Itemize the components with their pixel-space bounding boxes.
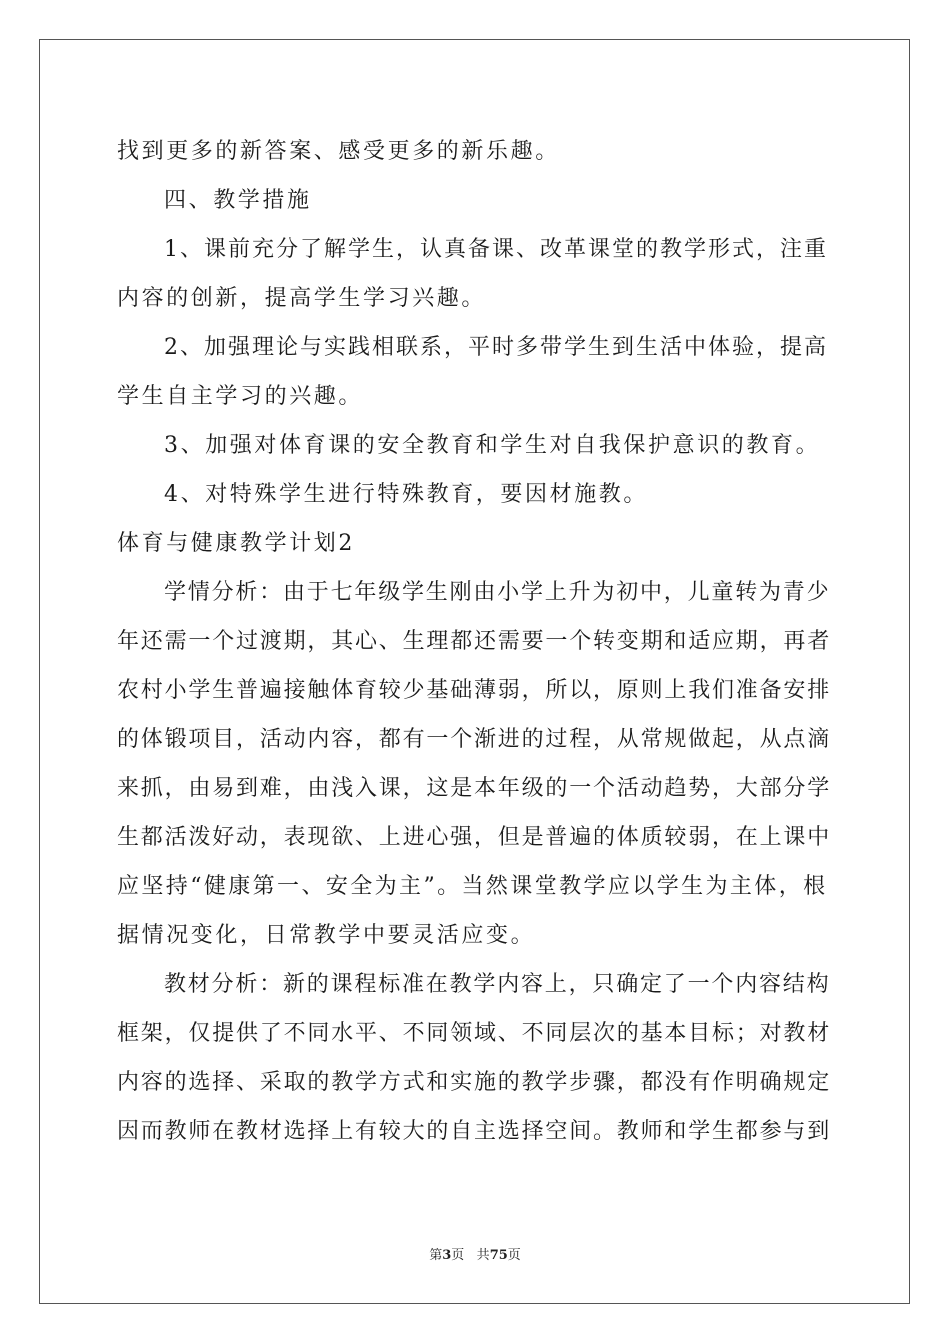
section-title: 体育与健康教学计划2 (117, 531, 355, 556)
document-body (117, 127, 833, 1156)
paragraph-line: 来抓，由易到难，由浅入课，这是本年级的一个活动趋势，大部分学 (117, 776, 832, 801)
paragraph-line: 4、对特殊学生进行特殊教育，要因材施教。 (164, 482, 648, 507)
paragraph-line: 年还需一个过渡期，其心、生理都还需要一个转变期和适应期，再者 (117, 629, 832, 654)
paragraph-line: 的体锻项目，活动内容，都有一个渐进的过程，从常规做起，从点滴 (117, 727, 832, 752)
paragraph-line: 内容的选择、采取的教学方式和实施的教学步骤，都没有作明确规定 (117, 1070, 832, 1095)
paragraph-line: 应坚持“健康第一、安全为主”。当然课堂教学应以学生为主体，根 (117, 874, 828, 899)
paragraph-line: 因而教师在教材选择上有较大的自主选择空间。教师和学生都参与到 (117, 1119, 832, 1144)
paragraph-line: 教材分析：新的课程标准在教学内容上，只确定了一个内容结构 (164, 972, 831, 997)
paragraph-line: 内容的创新，提高学生学习兴趣。 (117, 286, 487, 311)
section-heading: 四、教学措施 (164, 188, 312, 213)
page-footer (0, 1244, 950, 1263)
paragraph-line: 找到更多的新答案、感受更多的新乐趣。 (117, 139, 560, 164)
footer-page-prefix: 第 (429, 1248, 443, 1263)
footer-page-number: 3 (442, 1248, 452, 1263)
paragraph-line: 1、课前充分了解学生，认真备课、改革课堂的教学形式，注重 (164, 237, 828, 262)
paragraph-line: 3、加强对体育课的安全教育和学生对自我保护意识的教育。 (164, 433, 821, 458)
footer-page-suffix: 页 (451, 1248, 465, 1263)
paragraph-line: 2、加强理论与实践相联系，平时多带学生到生活中体验，提高 (164, 335, 828, 360)
footer-total-prefix: 共 (476, 1248, 490, 1263)
paragraph-line: 农村小学生普遍接触体育较少基础薄弱，所以，原则上我们准备安排 (117, 678, 832, 703)
paragraph-line: 学情分析：由于七年级学生刚由小学上升为初中，儿童转为青少 (164, 580, 831, 605)
paragraph-line: 学生自主学习的兴趣。 (117, 384, 364, 409)
footer-total-pages: 75 (489, 1248, 508, 1263)
paragraph-line: 框架，仅提供了不同水平、不同领域、不同层次的基本目标；对教材 (117, 1021, 832, 1046)
paragraph-line: 据情况变化，日常教学中要灵活应变。 (117, 923, 536, 948)
paragraph-line: 生都活泼好动，表现欲、上进心强，但是普遍的体质较弱，在上课中 (117, 825, 832, 850)
footer-total-suffix: 页 (507, 1248, 521, 1263)
